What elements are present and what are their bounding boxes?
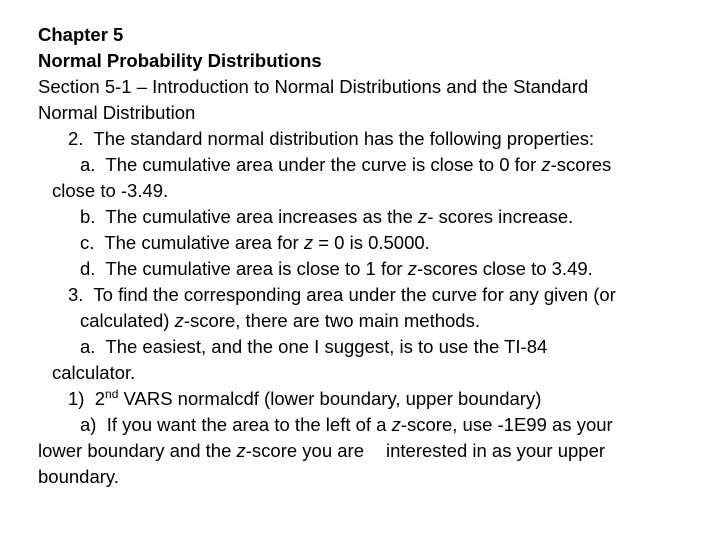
- step-1-text-post: VARS normalcdf (lower boundary, upper boundary): [118, 388, 542, 409]
- item-3: [38, 282, 688, 308]
- item-2d-text-pre: The cumulative area is close to 1 for: [105, 258, 408, 279]
- item-2-marker: 2.: [68, 128, 84, 149]
- chapter-heading: Chapter 5: [38, 24, 124, 45]
- item-2a: [38, 152, 688, 178]
- step-a-cont1-post: interested in as your upper: [386, 440, 606, 461]
- step-1-superscript: nd: [105, 387, 119, 401]
- item-3a-marker: a.: [80, 336, 96, 357]
- step-a-marker: a): [80, 414, 97, 435]
- item-3a-continuation: calculator.: [52, 362, 136, 383]
- item-2b-marker: b.: [80, 206, 96, 227]
- item-2a-marker: a.: [80, 154, 96, 175]
- step-1-marker: 1): [68, 388, 85, 409]
- item-2c-marker: c.: [80, 232, 95, 253]
- item-2b-z: z: [418, 206, 428, 227]
- item-2c-text-pre: The cumulative area for: [104, 232, 304, 253]
- step-1-text-pre: 2: [94, 388, 106, 409]
- chapter-title: Normal Probability Distributions: [38, 50, 322, 71]
- section-heading-line-2: Normal Distribution: [38, 102, 196, 123]
- item-2a-z: z: [541, 154, 551, 175]
- step-a-cont1-z: z: [236, 440, 246, 461]
- item-2c: [38, 230, 688, 256]
- step-a-cont1-mid: -score you are: [245, 440, 364, 461]
- item-2a-text-pre: The cumulative area under the curve is close to 0 for: [105, 154, 542, 175]
- item-2d-marker: d.: [80, 258, 96, 279]
- step-a-text-post: -score, use -1E99 as your: [400, 414, 613, 435]
- item-2: [38, 126, 688, 152]
- item-2d-z: z: [407, 258, 417, 279]
- document-page: [38, 22, 688, 490]
- item-2b: [38, 204, 688, 230]
- section-heading-line-1: Section 5-1 – Introduction to Normal Distributions and the Standard: [38, 76, 589, 97]
- item-3-cont-z: z: [174, 310, 184, 331]
- item-2b-text-pre: The cumulative area increases as the: [105, 206, 418, 227]
- item-2-text: The standard normal distribution has the following properties:: [93, 128, 595, 149]
- item-3-cont-pre: calculated): [80, 310, 175, 331]
- item-3-cont-post: -score, there are two main methods.: [183, 310, 480, 331]
- item-3a: [38, 334, 688, 360]
- item-3a-step-1: [38, 386, 688, 412]
- step-a-continuation-2: boundary.: [38, 466, 119, 487]
- item-2a-text-post: -scores: [550, 154, 612, 175]
- item-2d: [38, 256, 688, 282]
- item-3a-step-a: [38, 412, 688, 438]
- item-3-marker: 3.: [68, 284, 84, 305]
- item-3-text: To find the corresponding area under the curve for any given (or: [93, 284, 616, 305]
- step-a-cont1-pre: lower boundary and the: [38, 440, 237, 461]
- item-2a-continuation: close to -3.49.: [52, 180, 169, 201]
- step-a-z: z: [391, 414, 401, 435]
- item-2c-text-post: = 0 is 0.5000.: [313, 232, 430, 253]
- step-a-continuation-1: [38, 438, 688, 464]
- item-2b-text-post: - scores increase.: [427, 206, 574, 227]
- item-3a-text: The easiest, and the one I suggest, is to use the TI-84: [105, 336, 548, 357]
- item-2d-text-post: -scores close to 3.49.: [416, 258, 593, 279]
- item-3-continuation: [38, 308, 688, 334]
- item-2c-z: z: [303, 232, 314, 253]
- step-a-text-pre: If you want the area to the left of a: [106, 414, 392, 435]
